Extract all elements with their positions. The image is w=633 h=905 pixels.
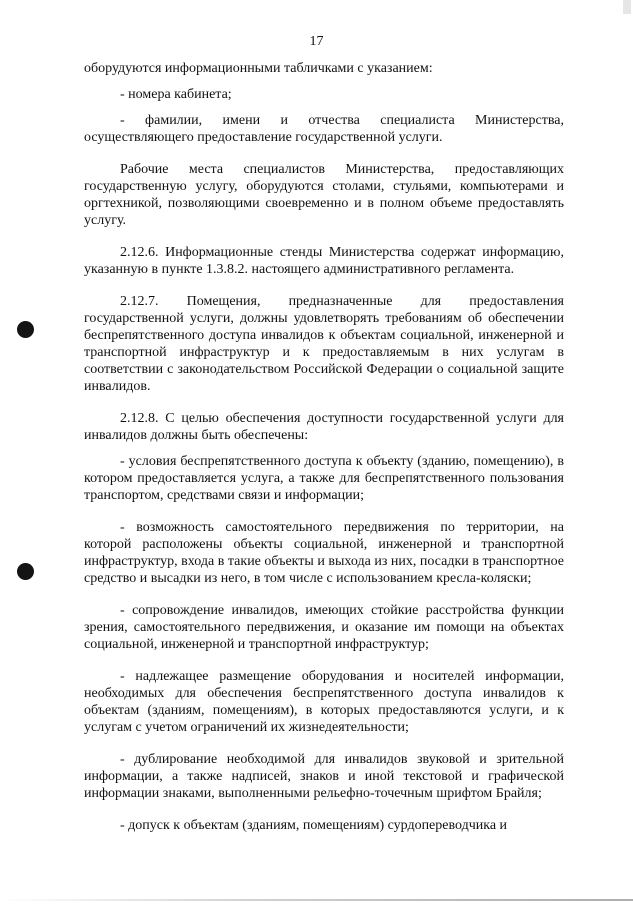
page-number: 17	[309, 34, 324, 49]
paragraph-continuation: оборудуются информационными табличками с указанием:	[84, 61, 433, 76]
list-item-cabinet-number: - номера кабинета;	[120, 87, 232, 102]
scan-bottom-edge	[0, 899, 633, 901]
list-item-specialist-name: - фамилии, имени и отчества специалиста Министерства, осуществляющего предоставление государственной услуги.	[84, 113, 564, 145]
punch-hole-upper	[17, 321, 34, 338]
list-item-access-conditions: - условия беспрепятственного доступа к объекту (зданию, помещению), в котором предоставляется услуга, а также для беспрепятственного пользования транспортом, средствами связи и информации;	[84, 454, 564, 503]
list-item-escort: - сопровождение инвалидов, имеющих стойкие расстройства функции зрения, самостоятельного передвижения, и оказание им помощи на объектах социальной, инженерной и транспортной инфраструктур;	[84, 603, 564, 652]
list-item-movement: - возможность самостоятельного передвижения по территории, на которой расположены объекты социальной, инженерной и транспортной инфраструктур, входа в такие объекты и выхода из них, посадки в транспортное средство и высадки из него, в том числе с использованием кресла-коляски;	[84, 520, 564, 586]
list-item-interpreter-admission: - допуск к объектам (зданиям, помещениям) сурдопереводчика и	[120, 818, 508, 833]
list-item-equipment-placement: - надлежащее размещение оборудования и носителей информации, необходимых для обеспечения беспрепятственного доступа инвалидов к объектам (зданиям, помещениям), в которых предоставляются услуги, и к услугам с учетом ограничений их жизнедеятельности;	[84, 669, 564, 735]
paragraph-2-12-7: 2.12.7. Помещения, предназначенные для предоставления государственной услуги, должны удовлетворять требованиям об обеспечении беспрепятственного доступа инвалидов к объектам социальной, инженерной и транспортной инфраструктур и к предоставляемым в них услугам в соответствии с законодательством Российской Федерации о социальной защите инвалидов.	[84, 294, 564, 394]
paragraph-2-12-8: 2.12.8. С целью обеспечения доступности государственной услуги для инвалидов должны быть обеспечены:	[84, 411, 564, 443]
punch-hole-lower	[17, 563, 34, 580]
scan-corner-mark	[623, 0, 631, 14]
document-body	[84, 60, 564, 849]
list-item-braille-duplication: - дублирование необходимой для инвалидов звуковой и зрительной информации, а также надписей, знаков и иной текстовой и графической информации знаками, выполненными рельефно-точечным шрифтом Брайля;	[84, 752, 564, 801]
paragraph-2-12-6: 2.12.6. Информационные стенды Министерства содержат информацию, указанную в пункте 1.3.8.2. настоящего административного регламента.	[84, 245, 564, 277]
paragraph-workplaces: Рабочие места специалистов Министерства, предоставляющих государственную услугу, оборудуются столами, стульями, компьютерами и оргтехникой, позволяющими своевременно и в полном объеме предоставлять услугу.	[84, 162, 564, 228]
